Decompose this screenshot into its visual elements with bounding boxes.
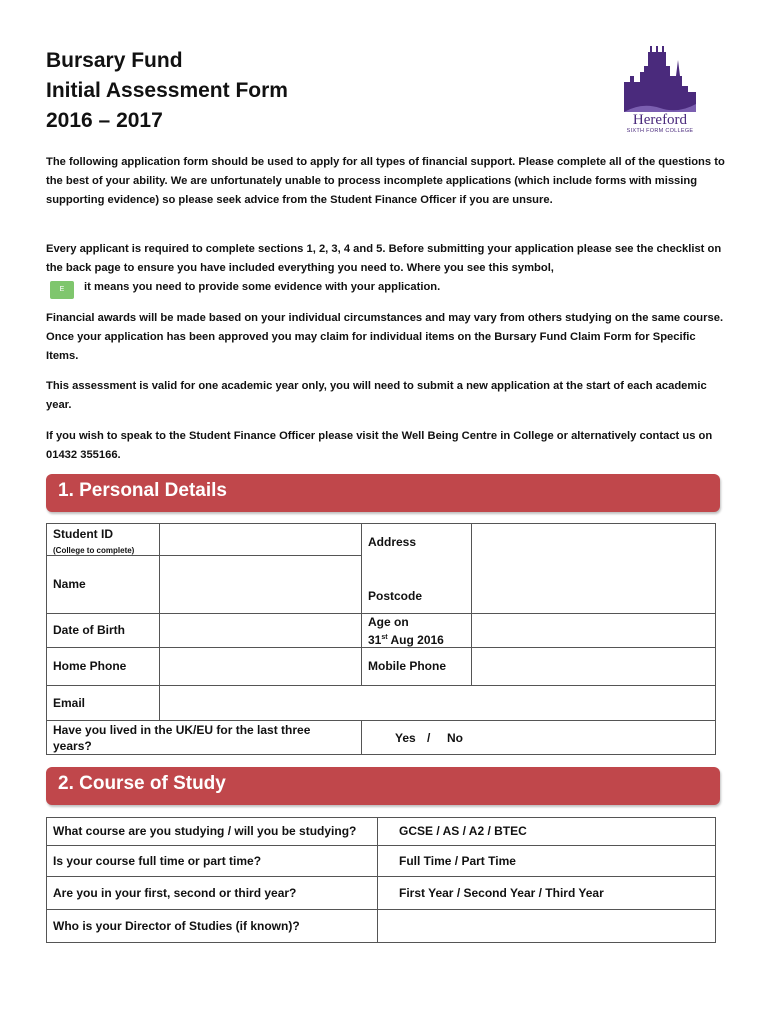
mode-options[interactable]: Full Time / Part Time [399,854,516,868]
address-label: Address [368,535,417,549]
personal-details-table [46,523,716,755]
evidence-icon: E [50,281,74,299]
logo-name: Hereford [632,112,688,128]
intro-paragraph-5: If you wish to speak to the Student Finance Officer please visit the Well Being Centre in College or alternatively contact us on 01432 355166. [46,430,713,461]
mobile-phone-label: Mobile Phone [368,659,446,673]
form-title [46,46,288,136]
section-2-heading: 2. Course of Study [58,773,226,794]
age-on-label [368,614,444,648]
title-line-2: Initial Assessment Form [46,79,288,102]
home-phone-field[interactable] [159,647,362,686]
option-separator: / [427,731,431,745]
name-field[interactable] [159,555,362,614]
student-id-field[interactable] [159,523,362,556]
yes-option[interactable]: Yes [395,731,416,745]
year-question: Are you in your first, second or third year? [53,886,297,900]
postcode-label: Postcode [368,589,423,603]
director-question: Who is your Director of Studies (if known)? [53,919,300,933]
logo-subtitle: SIXTH FORM COLLEGE [626,128,694,134]
age-on-line-2 [368,630,444,648]
address-field[interactable] [471,523,716,614]
age-field[interactable] [471,613,716,648]
course-of-study-table [46,817,716,943]
home-phone-label: Home Phone [53,659,127,673]
age-day-suffix: st [381,634,388,641]
name-label: Name [53,577,86,591]
course-question: What course are you studying / will you be studying? [53,824,357,838]
email-label: Email [53,696,86,710]
age-day: 31 [368,633,382,647]
intro-paragraph-1: The following application form should be used to apply for all types of financial support. Please complete all of the questions to the best of your ability. We are unfortunately unable to process incomplete applications (which include forms with missing supporting evidence) so please seek advice from the Student Finance Officer if you are unsure. [46,156,725,206]
dob-label: Date of Birth [53,623,125,637]
email-field[interactable] [159,685,716,721]
intro-paragraph-4: This assessment is valid for one academic year only, you will need to submit a new application at the start of each academic year. [46,380,707,411]
intro-paragraph-3: Financial awards will be made based on your individual circumstances and may vary from others studying on the same course. Once your application has been approved you may claim for individual items on the Bursary Fund Claim Form for Specific Items. [46,312,724,362]
age-on-line-1: Age on [368,615,409,629]
section-1-header [46,474,720,512]
intro-paragraph-2a: Every applicant is required to complete sections 1, 2, 3, 4 and 5. Before submitting your application please see the checklist on the back page to ensure you have included everything you need to. Where you see this symbol, [46,243,722,274]
mode-question: Is your course full time or part time? [53,854,262,868]
lived-question-label: Have you lived in the UK/EU for the last three years? [53,723,311,753]
dob-field[interactable] [159,613,362,648]
mobile-phone-field[interactable] [471,647,716,686]
student-id-label: Student ID [53,527,113,541]
title-line-1: Bursary Fund [46,49,183,72]
college-complete-note: (College to complete) [53,546,135,555]
section-2-header [46,767,720,805]
director-answer-field[interactable] [377,909,716,943]
intro-paragraph-2b: it means you need to provide some evidence with your application. [84,281,441,293]
year-options[interactable]: First Year / Second Year / Third Year [399,886,604,900]
age-month: Aug 2016 [387,633,444,647]
section-1-heading: 1. Personal Details [58,480,227,501]
no-option[interactable]: No [447,731,463,745]
title-line-3: 2016 – 2017 [46,109,163,132]
course-options[interactable]: GCSE / AS / A2 / BTEC [399,824,527,838]
